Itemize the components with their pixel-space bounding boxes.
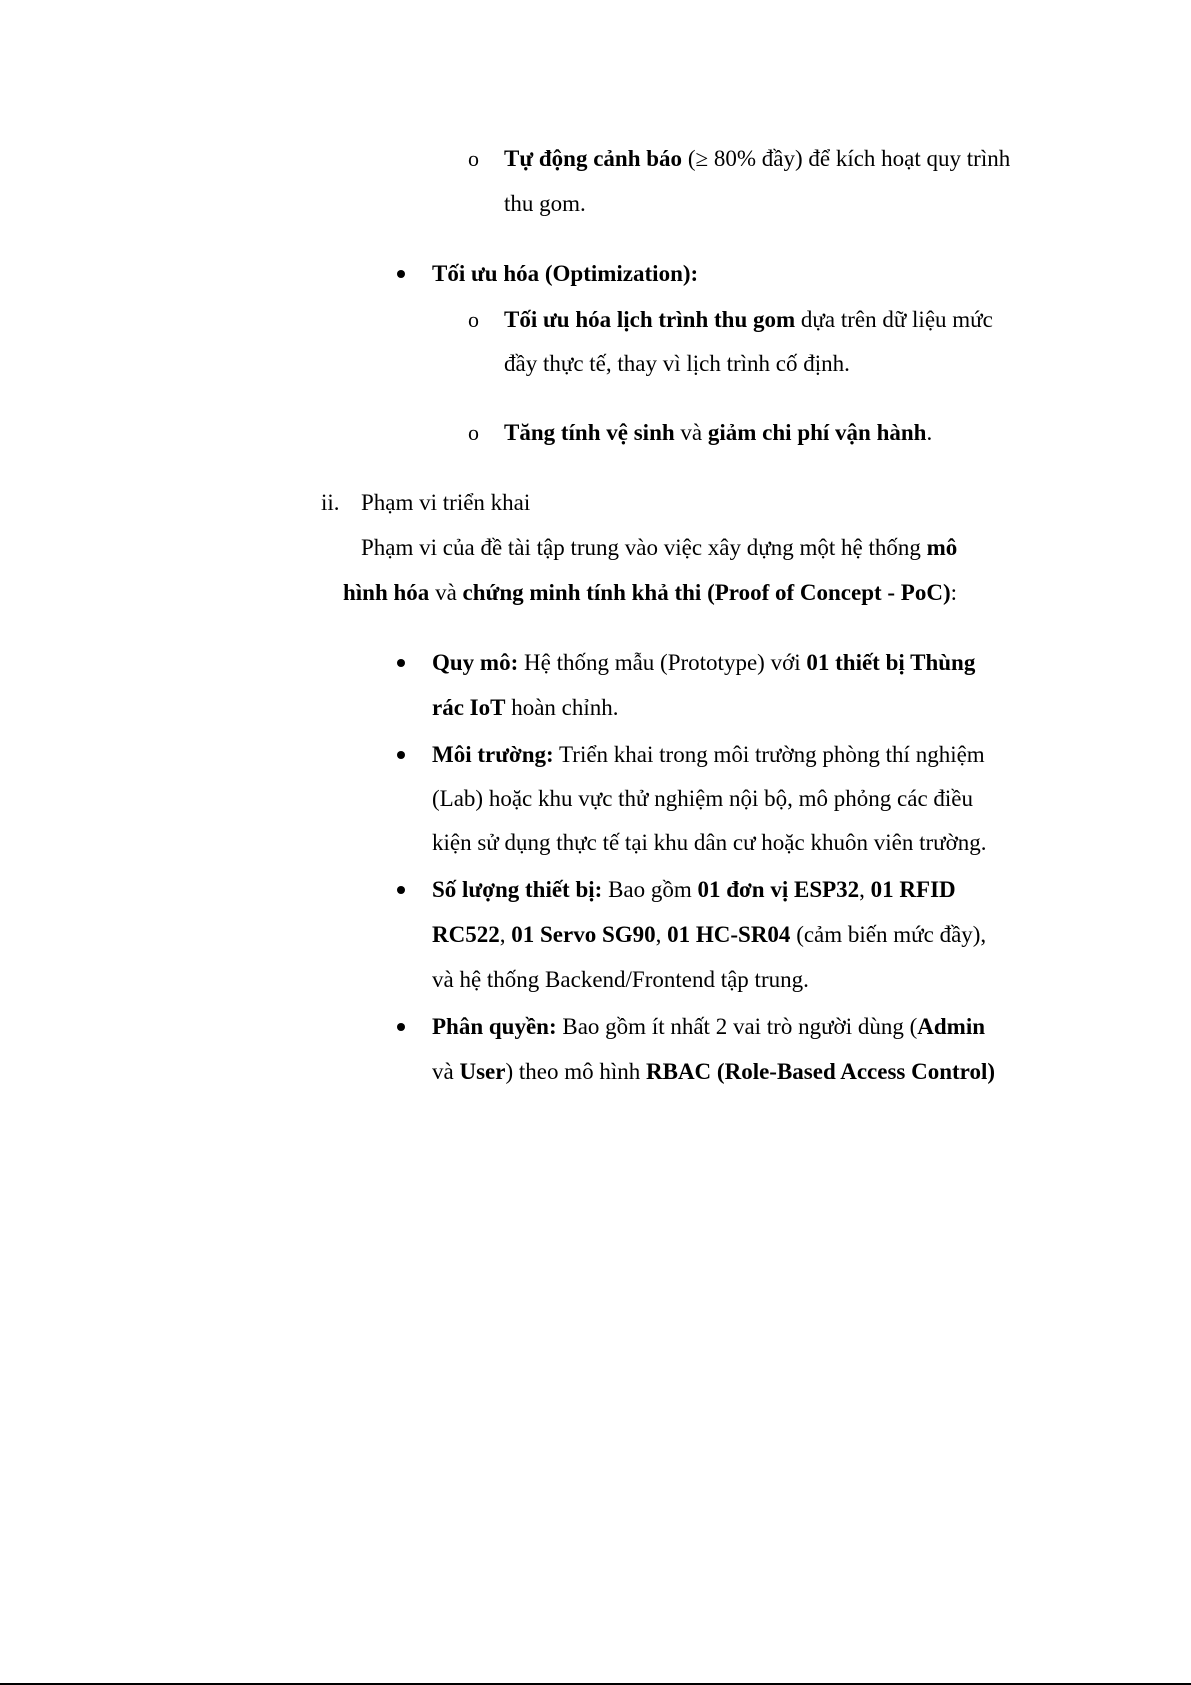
conjunction-text: và	[674, 420, 708, 445]
hygiene-bold: Tăng tính vệ sinh	[504, 420, 675, 445]
rfid-bold: 01 RFID	[870, 877, 956, 902]
roles-line-1	[432, 1012, 985, 1042]
scope-intro-text: Phạm vi của đề tài tập trung vào việc xây dựng một hệ thống	[361, 535, 927, 560]
scope-intro-line-2	[343, 578, 957, 608]
hcsr04-bold: 01 HC-SR04	[667, 922, 791, 947]
scale-complete-text: hoàn chỉnh.	[505, 695, 619, 720]
rbac-bold: RBAC (Role-Based Access Control)	[646, 1059, 996, 1084]
environment-line-1	[432, 740, 985, 770]
scale-label: Quy mô:	[432, 650, 519, 675]
section-title: Phạm vi triển khai	[361, 490, 531, 515]
alert-line-2: thu gom.	[504, 191, 586, 216]
cost-bold: giảm chi phí vận hành	[707, 420, 927, 445]
bullet-disc	[397, 659, 405, 667]
bullet-disc	[397, 751, 405, 759]
environment-line-2: (Lab) hoặc khu vực thử nghiệm nội bộ, mô phỏng các điều	[432, 786, 974, 811]
section-number: ii.	[321, 490, 340, 515]
scale-line-2	[432, 693, 619, 723]
roles-label: Phân quyền:	[432, 1014, 557, 1039]
optimization-sub1-bold: Tối ưu hóa lịch trình thu gom	[504, 307, 796, 332]
servo-bold: 01 Servo SG90	[511, 922, 656, 947]
optimization-sub1-line-2: đầy thực tế, thay vì lịch trình cố định.	[504, 351, 850, 376]
environment-text: Triển khai trong môi trường phòng thí nghiệm	[553, 742, 985, 767]
esp32-bold: 01 đơn vị ESP32	[697, 877, 860, 902]
devices-text: Bao gồm	[602, 877, 698, 902]
environment-label: Môi trường:	[432, 742, 554, 767]
scope-intro-line-1	[361, 533, 957, 563]
optimization-heading: Tối ưu hóa (Optimization):	[432, 261, 699, 286]
modeling-bold: hình hóa	[343, 580, 430, 605]
devices-line-2	[432, 920, 986, 950]
conjunction-text: và	[429, 580, 463, 605]
colon-text: :	[950, 580, 958, 605]
roles-and-text: và	[432, 1059, 460, 1084]
optimization-sub1-line-1	[504, 305, 993, 335]
roles-model-text: ) theo mô hình	[505, 1059, 646, 1084]
devices-line-3: và hệ thống Backend/Frontend tập trung.	[432, 967, 809, 992]
roles-line-2	[432, 1057, 995, 1087]
scope-intro-bold: mô	[926, 535, 958, 560]
user-bold: User	[459, 1059, 506, 1084]
scale-device-bold: 01 thiết bị Thùng	[806, 650, 976, 675]
roles-text: Bao gồm ít nhất 2 vai trò người dùng (	[556, 1014, 918, 1039]
devices-line-1	[432, 875, 956, 905]
alert-line-1	[504, 144, 1010, 174]
bullet-disc	[397, 1023, 405, 1031]
alert-rest: (≥ 80% đầy) để kích hoạt quy trình	[682, 146, 1011, 171]
devices-label: Số lượng thiết bị:	[432, 877, 603, 902]
comma-text: ,	[499, 922, 512, 947]
poc-bold: chứng minh tính khả thi (Proof of Concept - PoC)	[462, 580, 951, 605]
alert-bold: Tự động cảnh báo	[504, 146, 683, 171]
scale-iot-bold: rác IoT	[432, 695, 506, 720]
admin-bold: Admin	[917, 1014, 986, 1039]
comma-text: ,	[859, 877, 871, 902]
sub-bullet-marker: o	[468, 420, 479, 445]
sensor-text: (cảm biến mức đầy),	[790, 922, 987, 947]
period-text: .	[926, 420, 933, 445]
scale-text: Hệ thống mẫu (Prototype) với	[518, 650, 807, 675]
environment-line-3: kiện sử dụng thực tế tại khu dân cư hoặc khuôn viên trường.	[432, 830, 987, 855]
sub-bullet-marker: o	[468, 307, 479, 332]
bullet-disc	[397, 886, 405, 894]
bullet-disc	[397, 270, 405, 278]
optimization-sub2-line	[504, 418, 932, 448]
scale-line-1	[432, 648, 975, 678]
comma-text: ,	[655, 922, 668, 947]
rc522-bold: RC522	[432, 922, 500, 947]
optimization-sub1-rest: dựa trên dữ liệu mức	[795, 307, 993, 332]
sub-bullet-marker: o	[468, 146, 479, 171]
